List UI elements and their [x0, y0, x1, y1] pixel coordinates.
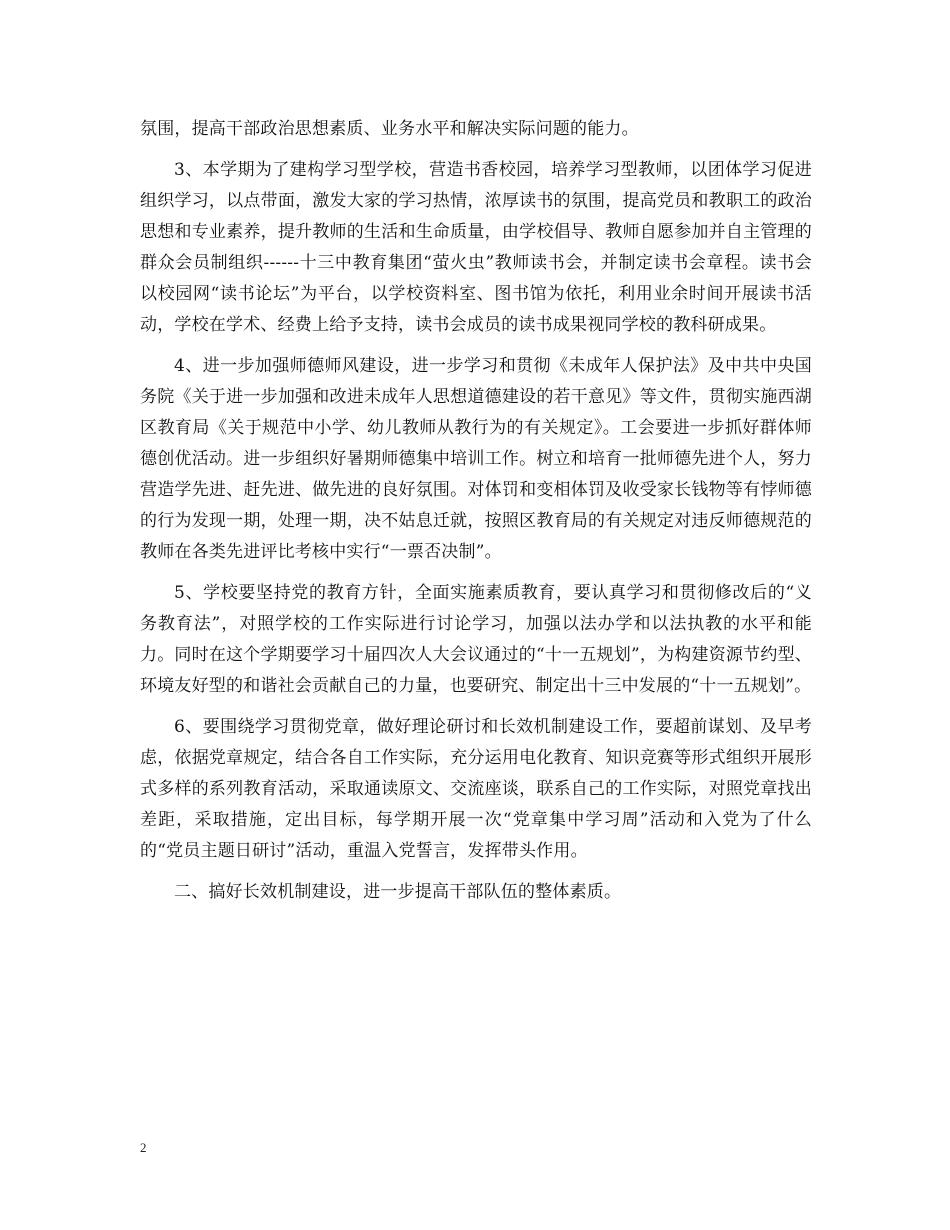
paragraph-item-5: 5、学校要坚持党的教育方针，全面实施素质教育，要认真学习和贯彻修改后的“义务教育法”，对照学校的工作实际进行讨论学习，加强以法办学和以法执教的水平和能力。同时在这个学期要学习十届四次人大会议通过的“十一五规划”，为构建资源节约型、环境友好型的和谐社会贡献自己的力量，也要研究、制定出十三中发展的“十一五规划”。 [140, 583, 812, 696]
paragraph-item-3: 3、本学期为了建构学习型学校，营造书香校园，培养学习型教师，以团体学习促进组织学习，以点带面，激发大家的学习热情，浓厚读书的氛围，提高党员和教职工的政治思想和专业素养，提升教师的生活和生命质量，由学校倡导、教师自愿参加并自主管理的群众会员制组织------十三中教育集团“萤火虫”教师读书会，并制定读书会章程。读书会以校园网“读书论坛”为平台，以学校资料室、图书馆为依托，利用业余时间开展读书活动，学校在学术、经费上给予支持，读书会成员的读书成果视同学校的教科研成果。 [140, 160, 812, 335]
page-number: 2 [140, 1140, 147, 1155]
document-body [140, 114, 812, 918]
paragraph-item-6: 6、要围绕学习贯彻党章，做好理论研讨和长效机制建设工作，要超前谋划、及早考虑，依据党章规定，结合各自工作实际，充分运用电化教育、知识竞赛等形式组织开展形式多样的系列教育活动，采取通读原文、交流座谈，联系自己的工作实际，对照党章找出差距，采取措施，定出目标，每学期开展一次“党章集中学习周”活动和入党为了什么的“党员主题日研讨”活动，重温入党誓言，发挥带头作用。 [140, 717, 812, 861]
paragraph-continuation: 氛围，提高干部政治思想素质、业务水平和解决实际问题的能力。 [140, 119, 639, 139]
section-heading-two: 二、搞好长效机制建设，进一步提高干部队伍的整体素质。 [174, 882, 622, 902]
paragraph-item-4: 4、进一步加强师德师风建设，进一步学习和贯彻《未成年人保护法》及中共中央国务院《关于进一步加强和改进未成年人思想道德建设的若干意见》等文件，贯彻实施西湖区教育局《关于规范中小学、幼儿教师从教行为的有关规定》。工会要进一步抓好群体师德创优活动。进一步组织好暑期师德集中培训工作。树立和培育一批师德先进个人，努力营造学先进、赶先进、做先进的良好氛围。对体罚和变相体罚及收受家长钱物等有悖师德的行为发现一期，处理一期，决不姑息迁就，按照区教育局的有关规定对违反师德规范的教师在各类先进评比考核中实行“一票否决制”。 [140, 356, 812, 562]
